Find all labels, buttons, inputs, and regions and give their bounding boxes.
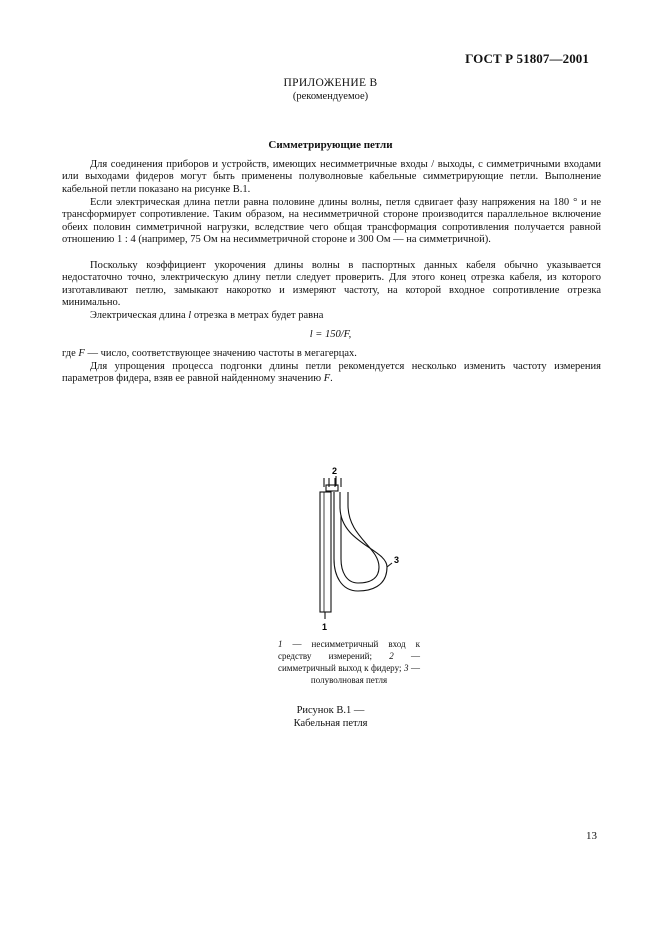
paragraph-3 <box>62 260 601 310</box>
paragraph-text <box>62 361 601 386</box>
document-code: ГОСТ Р 51807—2001 <box>465 51 589 66</box>
text-run: Для упрощения процесса подгонки длины петли рекомендуется несколько изменить частоту измерения параметров фидера, взяв ее равной найденному значению <box>62 361 601 385</box>
paragraph-text <box>62 348 601 360</box>
text-run: где <box>62 348 79 359</box>
paragraph-2 <box>62 197 601 247</box>
figure-label-1: 1 <box>322 622 328 632</box>
text-run: Электрическая длина <box>90 310 189 321</box>
text-run: . <box>330 373 333 385</box>
variable-l: l <box>188 310 192 321</box>
caption-text: — несимметричный вход к средству измерений; <box>278 639 420 661</box>
paragraph-text: Поскольку коэффициент укорочения длины волны в паспортных данных кабеля обычно указывается недостаточно точно, электрическую длину петли следует проверить. Для этого конец отрезка кабеля, из которого изготавливают петлю, замыкают накоротко и измеряют частоту, на которой входное сопротивление отрезка минимально. <box>62 260 601 309</box>
section-heading: Симметрирующие петли <box>268 139 393 151</box>
loop-inner <box>341 492 379 583</box>
paragraph-text: Если электрическая длина петли равна половине длины волны, петля сдвигает фазу напряжения на 180 ° и не трансформирует сопротивление. Таким образом, на несимметричной стороне производится параллельное включение обеих половин симметричной нагрузки, вследствие чего общая трансформация сопротивления получается равной отношению 1 : 4 (например, 75 Ом на несимметричной стороне и 300 Ом — на симметричной). <box>62 197 601 246</box>
formula-text: l = 150/F, <box>309 329 352 340</box>
text-run: отрезка в метрах будет равна <box>191 310 324 321</box>
annex-title: ПРИЛОЖЕНИЕ В <box>283 77 378 89</box>
paragraph-text: Для соединения приборов и устройств, имеющих несимметричные входы / выходы, с симметричными входами или выходами фидеров могут быть применены полуволновые кабельные симметрирующие петли. Выполнение кабельной петли показано на рисунке В.1. <box>62 159 601 195</box>
annex-subtitle: (рекомендуемое) <box>292 91 369 102</box>
caption-text: — полуволновая петля <box>310 663 420 685</box>
variable-F: F <box>323 373 331 385</box>
figure-title-line: Кабельная петля <box>293 717 368 729</box>
paragraph-text <box>62 310 601 322</box>
variable-F: F <box>78 348 85 359</box>
caption-text: — симметричный выход к фидеру; <box>278 651 420 673</box>
paragraph-5 <box>62 348 601 360</box>
page-number: 13 <box>586 830 597 842</box>
leader-line-3 <box>387 563 392 567</box>
caption-number: 1 <box>278 639 283 649</box>
figure-label-3: 3 <box>394 555 400 565</box>
caption-number: 3 <box>403 663 409 673</box>
paragraph-4 <box>62 310 601 322</box>
figure-title-line: Рисунок В.1 — <box>296 705 365 716</box>
formula <box>0 329 661 340</box>
paragraph-6 <box>62 361 601 386</box>
cable-loop-figure <box>295 463 405 633</box>
text-run: — число, соответствующее значению частоты в мегагерцах. <box>84 348 357 359</box>
coax-vertical <box>320 492 331 612</box>
loop-outer <box>334 492 387 591</box>
figure-caption <box>278 638 420 686</box>
caption-number: 2 <box>389 651 394 661</box>
paragraph-1 <box>62 159 601 196</box>
figure-title <box>0 705 661 730</box>
figure-label-2: 2 <box>332 466 338 476</box>
